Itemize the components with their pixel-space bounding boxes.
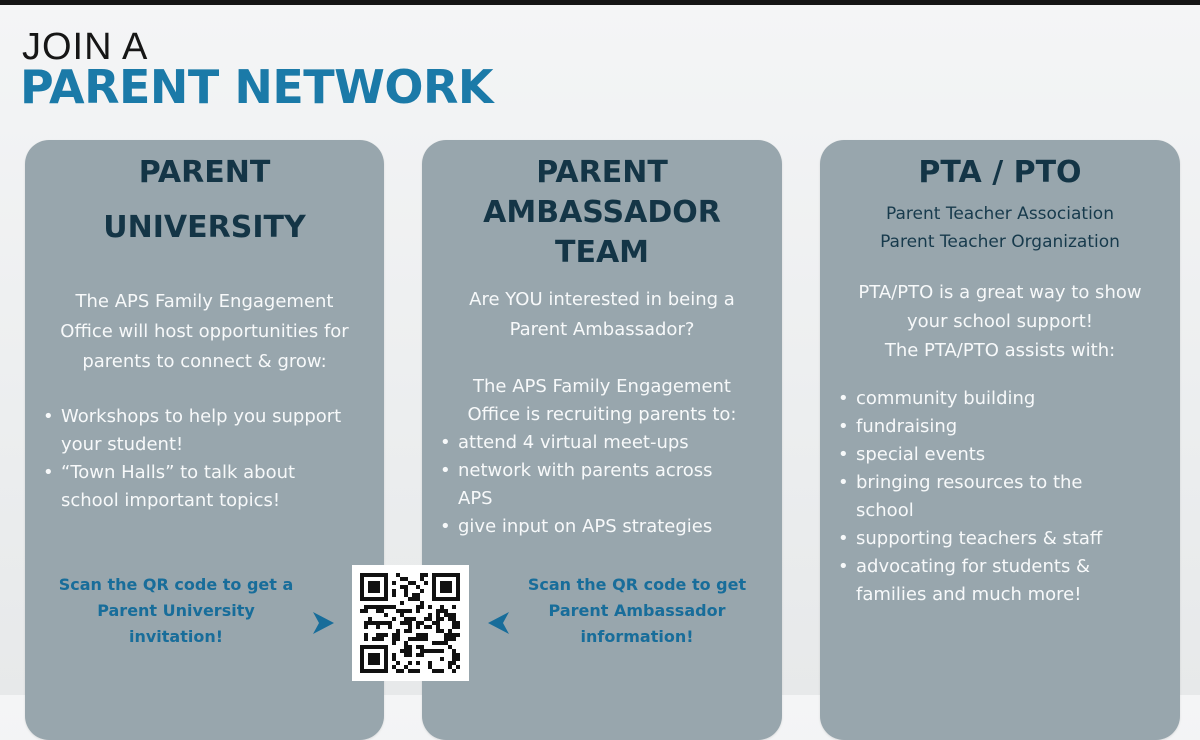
list-item-line: • supporting teachers & staff — [856, 528, 1103, 549]
card-title-line: PARENT — [138, 155, 271, 190]
card-title-line: TEAM — [554, 235, 650, 270]
parent-ambassador-card — [422, 140, 782, 740]
list-item-line: • advocating for students & — [856, 556, 1091, 577]
card-intro — [422, 373, 782, 429]
list-item — [436, 457, 782, 513]
qr-code-graphic — [352, 565, 469, 681]
intro-line: your school support! — [907, 311, 1093, 332]
list-item — [436, 513, 782, 541]
list-item-line: school — [856, 500, 914, 521]
pta-pto-card — [820, 140, 1180, 740]
scan-prompt-ambassador — [505, 572, 769, 650]
list-item-line: • attend 4 virtual meet-ups — [458, 432, 689, 453]
card-intro — [25, 287, 384, 377]
list-item-line: • Workshops to help you support — [61, 406, 342, 427]
list-item-line: • give input on APS strategies — [458, 516, 713, 537]
list-item — [834, 553, 1180, 609]
list-item — [834, 441, 1180, 469]
intro-line: The APS Family Engagement — [473, 376, 731, 397]
card-question — [422, 285, 782, 345]
scan-line: Parent Ambassador — [548, 601, 726, 620]
bullet-list — [39, 403, 384, 515]
list-item-line: • “Town Halls” to talk about — [61, 462, 296, 483]
intro-line: Office is recruiting parents to: — [467, 404, 737, 425]
question-line: Are YOU interested in being a — [469, 289, 735, 310]
top-border — [0, 0, 1200, 5]
subtitle-line: Parent Teacher Organization — [880, 232, 1120, 252]
card-title-line: UNIVERSITY — [103, 210, 306, 245]
list-item-line: • community building — [856, 388, 1036, 409]
card-title-line: PARENT — [536, 155, 668, 190]
list-item — [834, 385, 1180, 413]
list-item — [834, 413, 1180, 441]
list-item-line: • fundraising — [856, 416, 958, 437]
intro-line: The PTA/PTO assists with: — [884, 340, 1116, 361]
parent-university-card — [25, 140, 384, 740]
scan-line: Scan the QR code to get — [527, 575, 747, 594]
intro-line: The APS Family Engagement — [75, 291, 334, 312]
arrow-right-icon — [310, 610, 336, 636]
bullet-list — [436, 429, 782, 541]
list-item-line: your student! — [61, 434, 184, 455]
list-item — [436, 429, 782, 457]
list-item — [834, 525, 1180, 553]
card-intro — [820, 278, 1180, 365]
scan-line: Scan the QR code to get a — [58, 575, 294, 594]
scan-line: Parent University — [97, 601, 255, 620]
page-title: PARENT NETWORK — [20, 60, 494, 114]
list-item-line: families and much more! — [856, 584, 1082, 605]
list-item — [834, 469, 1180, 525]
bullet-list — [834, 385, 1180, 609]
page-title-prefix: JOIN A — [22, 26, 149, 68]
list-item — [39, 403, 384, 459]
intro-line: Office will host opportunities for — [60, 321, 349, 342]
card-title-line: AMBASSADOR — [483, 195, 721, 230]
list-item-line: • network with parents across — [458, 460, 713, 481]
question-line: Parent Ambassador? — [509, 319, 695, 340]
card-subtitle — [820, 200, 1180, 256]
scan-line: invitation! — [128, 627, 224, 646]
scan-prompt-university — [40, 572, 312, 650]
list-item-line: • bringing resources to the — [856, 472, 1083, 493]
subtitle-line: Parent Teacher Association — [886, 204, 1114, 224]
list-item-line: school important topics! — [61, 490, 281, 511]
intro-line: PTA/PTO is a great way to show — [858, 282, 1142, 303]
intro-line: parents to connect & grow: — [82, 351, 327, 372]
list-item-line: APS — [458, 488, 493, 509]
arrow-left-icon — [486, 610, 512, 636]
scan-line: information! — [580, 627, 694, 646]
list-item-line: • special events — [856, 444, 986, 465]
list-item — [39, 459, 384, 515]
qr-code-icon[interactable] — [352, 565, 469, 681]
card-title: PTA / PTO — [918, 155, 1082, 190]
